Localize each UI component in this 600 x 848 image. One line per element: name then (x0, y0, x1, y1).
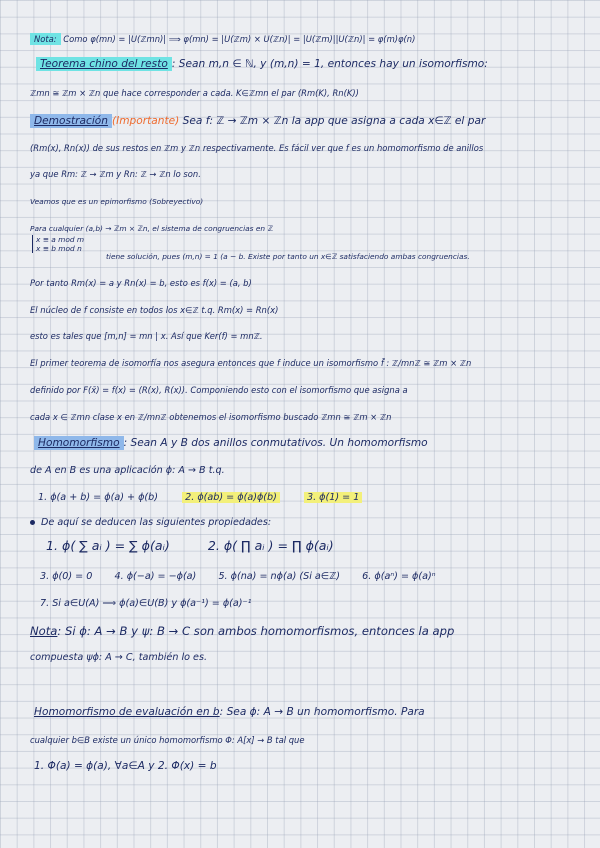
line-restos: (Rm(x), Rn(x)) de sus restos en ℤm y ℤn respectivamente. Es fácil ver que f es un homomorfismo de anillos (30, 143, 484, 153)
congruence-a: x ≡ a mod m (36, 235, 85, 244)
prop-1: 1. ϕ( ∑ aᵢ ) = ∑ ϕ(aᵢ) (46, 538, 170, 553)
line-tiene-solucion: tiene solución, pues (m,n) = 1 (a − b. Existe por tanto un x∈ℤ satisfaciendo ambas congruencias. (106, 252, 470, 261)
line-axiomas (38, 492, 362, 503)
line-aplicacion: de A en B es una aplicación ϕ: A → B t.q. (30, 465, 225, 476)
prop-5: 5. ϕ(na) = nϕ(a) (Si a∈ℤ) (218, 571, 341, 582)
line-evaluacion-props: 1. Φ(a) = ϕ(a), ∀a∈A y 2. Φ(x) = b (34, 760, 217, 772)
congruence-system (32, 235, 84, 253)
prop-4: 4. ϕ(−a) = −ϕ(a) (114, 571, 197, 582)
line-definido-por: definido por F(x̄) = f(x) = (R(x), R(x)). Componiendo esto con el isomorfismo que asigna a (30, 385, 408, 395)
axioma-1: 1. ϕ(a + b) = ϕ(a) + ϕ(b) (38, 492, 158, 503)
line-cualquier-b: cualquier b∈B existe un único homomorfismo Φ: A[x] → B tal que (30, 735, 305, 745)
nota-label: Nota: (30, 33, 61, 45)
line-prop-7: 7. Si a∈U(A) ⟹ ϕ(a)∈U(B) y ϕ(a⁻¹) = ϕ(a)⁻¹ (40, 598, 252, 609)
teorema-chino-title: Teorema chino del resto (36, 57, 172, 71)
prop-2: 2. ϕ( ∏ aᵢ ) = ∏ ϕ(aᵢ) (207, 538, 334, 553)
line-prop-3-6 (40, 571, 436, 582)
evaluacion-title: Homomorfismo de evaluación en b (34, 706, 220, 718)
homomorfismo-title: Homomorfismo (34, 436, 124, 450)
prop-6: 6. ϕ(aⁿ) = ϕ(a)ⁿ (362, 571, 436, 582)
line-isomorfismo-def: ℤmn ≅ ℤm × ℤn que hace corresponder a cada. K∈ℤmn el par (Rm(K), Rn(K)) (30, 88, 359, 98)
axioma-2: 2. ϕ(ab) = ϕ(a)ϕ(b) (182, 492, 280, 503)
propiedades-text: De aquí se deducen las siguientes propiedades: (41, 517, 272, 528)
line-evaluacion (34, 706, 425, 718)
line-propiedades (30, 517, 271, 528)
line-ker: esto es tales que [m,n] = mn | x. Así que Ker(f) = mnℤ. (30, 331, 263, 341)
evaluacion-text: : Sea ϕ: A → B un homomorfismo. Para (219, 706, 425, 718)
line-demostracion (30, 115, 485, 127)
line-teorema-chino (36, 58, 488, 70)
teorema-chino-text: : Sean m,n ∈ ℕ, y (m,n) = 1, entonces hay un isomorfismo: (171, 58, 488, 70)
line-ya-que: ya que Rm: ℤ → ℤm y Rn: ℤ → ℤn lo son. (30, 169, 201, 179)
nota-composicion-label: Nota (30, 624, 58, 638)
line-nucleo: El núcleo de f consiste en todos los x∈ℤ t.q. Rm(x) = Rn(x) (30, 305, 279, 315)
line-nota-phi (30, 34, 415, 44)
axioma-3: 3. ϕ(1) = 1 (304, 492, 362, 503)
nota-text: Como φ(mn) = |U(ℤmn)| ⟹ φ(mn) = |U(ℤm) × U(ℤn)| = |U(ℤm)||U(ℤn)| = φ(m)φ(n) (60, 34, 416, 44)
line-prop-1-2 (46, 538, 334, 553)
line-nota-composicion (30, 624, 454, 638)
demostracion-title: Demostración (30, 114, 112, 128)
line-primer-teorema: El primer teorema de isomorfía nos asegura entonces que f induce un isomorfismo f̄ : ℤ/mnℤ ≅ ℤm × ℤn (30, 358, 472, 368)
line-epimorfismo: Veamos que es un epimorfismo (Sobreyectivo) (30, 197, 204, 206)
importante-label: (Importante) (111, 115, 180, 127)
demostracion-text: Sea f: ℤ → ℤm × ℤn la app que asigna a cada x∈ℤ el par (179, 115, 486, 127)
prop-3: 3. ϕ(0) = 0 (40, 571, 93, 582)
line-sistema-congruencias: Para cualquier (a,b) → ℤm × ℤn, el sistema de congruencias en ℤ (30, 224, 273, 233)
line-cada-x: cada x ∈ ℤmn clase x en ℤ/mnℤ obtenemos el isomorfismo buscado ℤmn ≅ ℤm × ℤn (30, 412, 392, 422)
line-por-tanto: Por tanto Rm(x) = a y Rn(x) = b, esto es f(x) = (a, b) (30, 278, 252, 288)
homomorfismo-text: : Sean A y B dos anillos conmutativos. Un homomorfismo (123, 437, 428, 449)
congruence-b: x ≡ b mod n (36, 244, 82, 253)
line-compuesta: compuesta ψϕ: A → C, también lo es. (30, 652, 207, 663)
bullet-icon (30, 520, 35, 525)
nota-composicion-text: : Si ϕ: A → B y ψ: B → C son ambos homomorfismos, entonces la app (57, 624, 455, 638)
line-homomorfismo (34, 437, 428, 449)
